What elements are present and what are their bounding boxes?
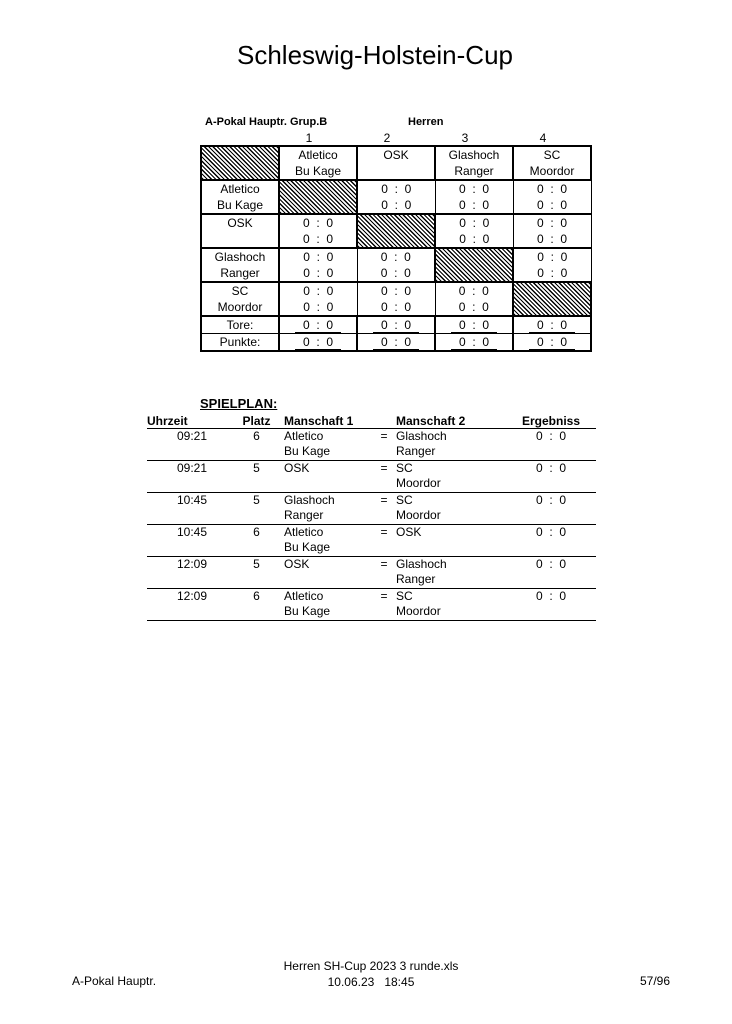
score-cell: 0 : 0 0 : 0 bbox=[357, 282, 435, 316]
match-platz: 5 bbox=[229, 557, 284, 589]
matrix-row bbox=[201, 282, 591, 316]
match-platz: 5 bbox=[229, 461, 284, 493]
match-vs: = bbox=[372, 461, 396, 493]
score-cell: 0 : 0 0 : 0 bbox=[279, 214, 357, 248]
match-result: 0 : 0 bbox=[506, 429, 596, 461]
score-cell: 0 : 0 0 : 0 bbox=[513, 180, 591, 214]
match-team2: SC Moordor bbox=[396, 589, 506, 621]
col-team: Glashoch Ranger bbox=[435, 146, 513, 180]
header-spacer bbox=[372, 413, 396, 429]
footer-left: A-Pokal Hauptr. bbox=[72, 974, 157, 988]
col-team: SC Moordor bbox=[513, 146, 591, 180]
col-team: OSK bbox=[357, 146, 435, 180]
hatch-cell bbox=[435, 248, 513, 282]
punkte-cell: 0 : 0 bbox=[279, 334, 357, 352]
schedule-row bbox=[147, 589, 596, 621]
tore-cell: 0 : 0 bbox=[357, 316, 435, 334]
match-result: 0 : 0 bbox=[506, 557, 596, 589]
schedule-row bbox=[147, 557, 596, 589]
header-result: Ergebniss bbox=[506, 413, 596, 429]
match-result: 0 : 0 bbox=[506, 461, 596, 493]
schedule-row bbox=[147, 461, 596, 493]
match-vs: = bbox=[372, 493, 396, 525]
match-team2: Glashoch Ranger bbox=[396, 429, 506, 461]
match-team1: OSK bbox=[284, 461, 372, 493]
header-platz: Platz bbox=[229, 413, 284, 429]
row-team: Glashoch Ranger bbox=[201, 248, 279, 282]
score-cell: 0 : 0 0 : 0 bbox=[513, 214, 591, 248]
row-team: Atletico Bu Kage bbox=[201, 180, 279, 214]
match-time: 10:45 bbox=[147, 493, 229, 525]
match-team1: Atletico Bu Kage bbox=[284, 589, 372, 621]
tore-cell: 0 : 0 bbox=[513, 316, 591, 334]
row-team: OSK bbox=[201, 214, 279, 248]
col-number: 2 bbox=[383, 131, 391, 145]
col-team: Atletico Bu Kage bbox=[279, 146, 357, 180]
score-cell: 0 : 0 0 : 0 bbox=[357, 180, 435, 214]
footer-datetime: 10.06.23 18:45 bbox=[327, 975, 415, 989]
match-vs: = bbox=[372, 557, 396, 589]
match-team1: Atletico Bu Kage bbox=[284, 525, 372, 557]
match-vs: = bbox=[372, 589, 396, 621]
match-team2: SC Moordor bbox=[396, 493, 506, 525]
score-cell: 0 : 0 0 : 0 bbox=[435, 180, 513, 214]
match-time: 12:09 bbox=[147, 589, 229, 621]
score-cell: 0 : 0 0 : 0 bbox=[435, 214, 513, 248]
header-team1: Manschaft 1 bbox=[284, 413, 372, 429]
match-time: 09:21 bbox=[147, 429, 229, 461]
match-team2: OSK bbox=[396, 525, 506, 557]
hatch-cell bbox=[357, 214, 435, 248]
col-number: 4 bbox=[539, 131, 547, 145]
match-platz: 5 bbox=[229, 493, 284, 525]
tore-cell: 0 : 0 bbox=[279, 316, 357, 334]
col-number: 1 bbox=[305, 131, 313, 145]
match-result: 0 : 0 bbox=[506, 493, 596, 525]
header-time: Uhrzeit bbox=[147, 413, 229, 429]
group-matrix bbox=[200, 145, 592, 352]
footer-page: 57/96 bbox=[640, 974, 671, 988]
match-team2: Glashoch Ranger bbox=[396, 557, 506, 589]
score-cell: 0 : 0 0 : 0 bbox=[435, 282, 513, 316]
match-vs: = bbox=[372, 429, 396, 461]
score-cell: 0 : 0 0 : 0 bbox=[357, 248, 435, 282]
score-cell: 0 : 0 0 : 0 bbox=[279, 282, 357, 316]
match-result: 0 : 0 bbox=[506, 525, 596, 557]
col-number: 3 bbox=[461, 131, 469, 145]
match-team1: Atletico Bu Kage bbox=[284, 429, 372, 461]
match-team1: Glashoch Ranger bbox=[284, 493, 372, 525]
score-cell: 0 : 0 0 : 0 bbox=[279, 248, 357, 282]
tore-label: Tore: bbox=[201, 316, 279, 334]
group-label: A-Pokal Hauptr. Grup.B bbox=[205, 116, 328, 128]
punkte-cell: 0 : 0 bbox=[435, 334, 513, 352]
match-time: 10:45 bbox=[147, 525, 229, 557]
hatch-cell bbox=[201, 146, 279, 180]
schedule-row bbox=[147, 493, 596, 525]
matrix-row bbox=[201, 248, 591, 282]
punkte-cell: 0 : 0 bbox=[357, 334, 435, 352]
hatch-cell bbox=[513, 282, 591, 316]
row-team: SC Moordor bbox=[201, 282, 279, 316]
schedule-row bbox=[147, 429, 596, 461]
punkte-label: Punkte: bbox=[201, 334, 279, 352]
punkte-row bbox=[201, 334, 591, 352]
matrix-header-row bbox=[201, 146, 591, 180]
schedule-title: SPIELPLAN: bbox=[200, 396, 278, 411]
match-vs: = bbox=[372, 525, 396, 557]
match-result: 0 : 0 bbox=[506, 589, 596, 621]
match-team1: OSK bbox=[284, 557, 372, 589]
matrix-row bbox=[201, 214, 591, 248]
header-team2: Manschaft 2 bbox=[396, 413, 506, 429]
footer-file: Herren SH-Cup 2023 3 runde.xls bbox=[283, 959, 459, 973]
schedule-header bbox=[147, 413, 596, 429]
tore-cell: 0 : 0 bbox=[435, 316, 513, 334]
match-platz: 6 bbox=[229, 525, 284, 557]
score-cell: 0 : 0 0 : 0 bbox=[513, 248, 591, 282]
hatch-cell bbox=[279, 180, 357, 214]
match-time: 12:09 bbox=[147, 557, 229, 589]
category-label: Herren bbox=[408, 116, 444, 128]
matrix-row bbox=[201, 180, 591, 214]
match-team2: SC Moordor bbox=[396, 461, 506, 493]
punkte-cell: 0 : 0 bbox=[513, 334, 591, 352]
tore-row bbox=[201, 316, 591, 334]
match-time: 09:21 bbox=[147, 461, 229, 493]
match-platz: 6 bbox=[229, 589, 284, 621]
schedule-row bbox=[147, 525, 596, 557]
page-title: Schleswig-Holstein-Cup bbox=[237, 40, 513, 70]
schedule-table bbox=[147, 413, 596, 621]
match-platz: 6 bbox=[229, 429, 284, 461]
